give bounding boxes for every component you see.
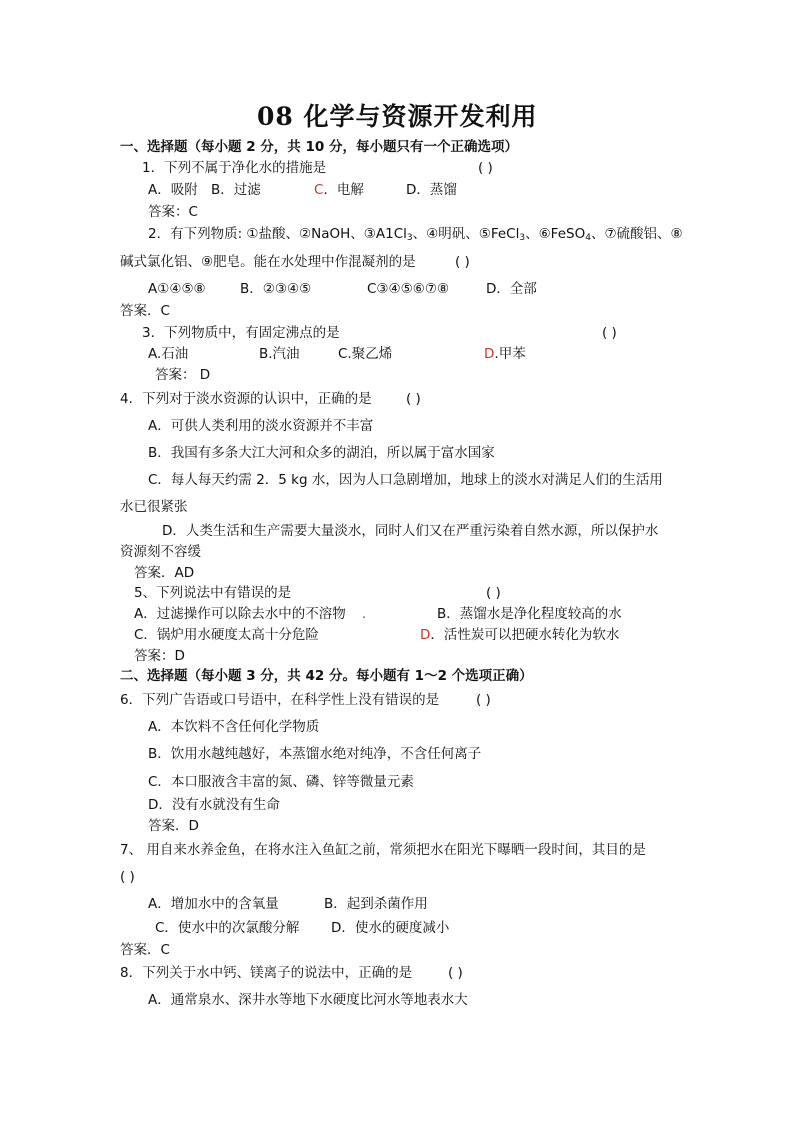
q3-option-a: A.石油 (148, 346, 189, 362)
q2-stem-mid2: 、⑥FeSO (525, 226, 586, 242)
q6-option-b: B．饮用水越纯越好，本蒸馏水绝对纯净，不含任何离子 (148, 746, 482, 762)
q3-option-c: C.聚乙烯 (338, 346, 393, 362)
q5-answer: 答案：D (134, 648, 185, 664)
q8-paren: ( ) (448, 965, 463, 981)
q4-option-d-line1: D．人类生活和生产需要大量淡水，同时人们又在严重污染着自然水源，所以保护水 (162, 523, 659, 539)
q1-option-b: B．过滤 (211, 182, 261, 198)
q4-answer: 答案．AD (134, 565, 195, 581)
q2-stem-mid1: 、④明矾、⑤FeCl (412, 226, 520, 242)
q1-option-c-text: ．电解 (323, 182, 364, 198)
q6-option-a: A．本饮料不含任何化学物质 (148, 719, 320, 735)
q4-option-c-line2: 水已很紧张 (120, 499, 188, 515)
q2-stem (148, 228, 683, 243)
q7-option-c: C．使水中的次氯酸分解 (155, 920, 300, 936)
q6-paren: ( ) (476, 692, 491, 708)
section-2-heading: 二、选择题（每小题 3 分，共 42 分。每小题有 1～2 个选项正确） (120, 668, 533, 684)
q2-option-c: C③④⑤⑥⑦⑧ (367, 281, 450, 297)
q4-option-a: A．可供人类利用的淡水资源并不丰富 (148, 418, 374, 434)
q4-option-b: B．我国有多条大江大河和众多的湖泊，所以属于富水国家 (148, 445, 495, 461)
q7-stem: 7、 用自来水养金鱼，在将水注入鱼缸之前，常须把水在阳光下曝晒一段时间，其目的是 (120, 842, 646, 858)
q3-answer: 答案： D (155, 367, 211, 383)
q8-stem: 8．下列关于水中钙、镁离子的说法中，正确的是 (120, 965, 413, 981)
q5-paren: ( ) (486, 585, 501, 601)
q2-sub-3: 4 (585, 233, 591, 243)
q1-stem: 1．下列不属于净化水的措施是 (142, 160, 327, 176)
q5-option-c: C．锅炉用水硬度太高十分危险 (134, 627, 319, 643)
q7-option-a: A．增加水中的含氧量 (148, 896, 279, 912)
q4-option-c-line1: C．每人每天约需 2．5 kg 水，因为人口急剧增加，地球上的淡水对满足人们的生活用 (148, 472, 663, 488)
q4-option-d-line2: 资源刻不容缓 (120, 544, 201, 560)
q3-option-d-text: .甲苯 (494, 346, 526, 362)
q5-option-d-text: ．活性炭可以把硬水转化为软水 (430, 627, 620, 643)
q2-sub-1: 3 (406, 233, 413, 243)
q2-stem-pre: 2．有下列物质: ①盐酸、②NaOH、③A1Cl (148, 226, 407, 242)
q6-option-d: D．没有水就没有生命 (148, 797, 280, 813)
q2-option-d: D．全部 (486, 281, 537, 297)
q5-option-a (134, 608, 366, 622)
q4-paren: ( ) (406, 391, 421, 407)
q6-option-c: C．本口服液含丰富的氮、磷、锌等微量元素 (148, 774, 414, 790)
q5-option-b: B．蒸馏水是净化程度较高的水 (437, 606, 622, 622)
q6-answer: 答案．D (148, 818, 199, 834)
q2-answer: 答案．C (120, 303, 170, 319)
q1-answer: 答案：C (148, 204, 198, 220)
q7-answer: 答案．C (120, 942, 170, 958)
q7-paren: ( ) (120, 869, 135, 885)
q8-option-a: A．通常泉水、深井水等地下水硬度比河水等地表水大 (148, 992, 468, 1008)
q5-option-a-dot: . (361, 606, 367, 622)
q5-option-d: D．活性炭可以把硬水转化为软水 (420, 627, 620, 643)
q6-stem: 6．下列广告语或口号语中，在科学性上没有错误的是 (120, 692, 440, 708)
q2-option-b: B．②③④⑤ (240, 281, 312, 297)
q5-option-a-text: A．过滤操作可以除去水中的不溶物 (134, 606, 346, 622)
q7-option-d: D．使水的硬度减小 (331, 920, 450, 936)
q7-option-b: B．起到杀菌作用 (324, 896, 428, 912)
q2-stem-line2: 碱式氯化铝、⑨肥皂。能在水处理中作混凝剂的是 (120, 254, 416, 270)
q3-option-d: D.甲苯 (484, 346, 526, 362)
section-1-heading: 一、选择题（每小题 2 分，共 10 分，每小题只有一个正确选项） (120, 139, 518, 155)
q2-sub-2: 3 (519, 233, 526, 243)
q1-option-d: D．蒸馏 (406, 182, 457, 198)
q1-paren: ( ) (478, 160, 493, 176)
q3-paren: ( ) (602, 325, 617, 341)
q3-stem: 3．下列物质中，有固定沸点的是 (142, 325, 340, 341)
q2-paren: ( ) (455, 254, 470, 270)
q2-option-a: A①④⑤⑧ (148, 281, 206, 297)
page-title: 08 化学与资源开发利用 (257, 102, 538, 131)
q3-option-b: B.汽油 (259, 346, 300, 362)
q5-stem: 5、下列说法中有错误的是 (134, 585, 292, 601)
q1-option-a: A．吸附 (148, 182, 198, 198)
q1-option-c: C．电解 (314, 182, 364, 198)
q2-stem-post: 、⑦硫酸铝、⑧ (590, 226, 683, 242)
q4-stem: 4．下列对于淡水资源的认识中，正确的是 (120, 391, 372, 407)
